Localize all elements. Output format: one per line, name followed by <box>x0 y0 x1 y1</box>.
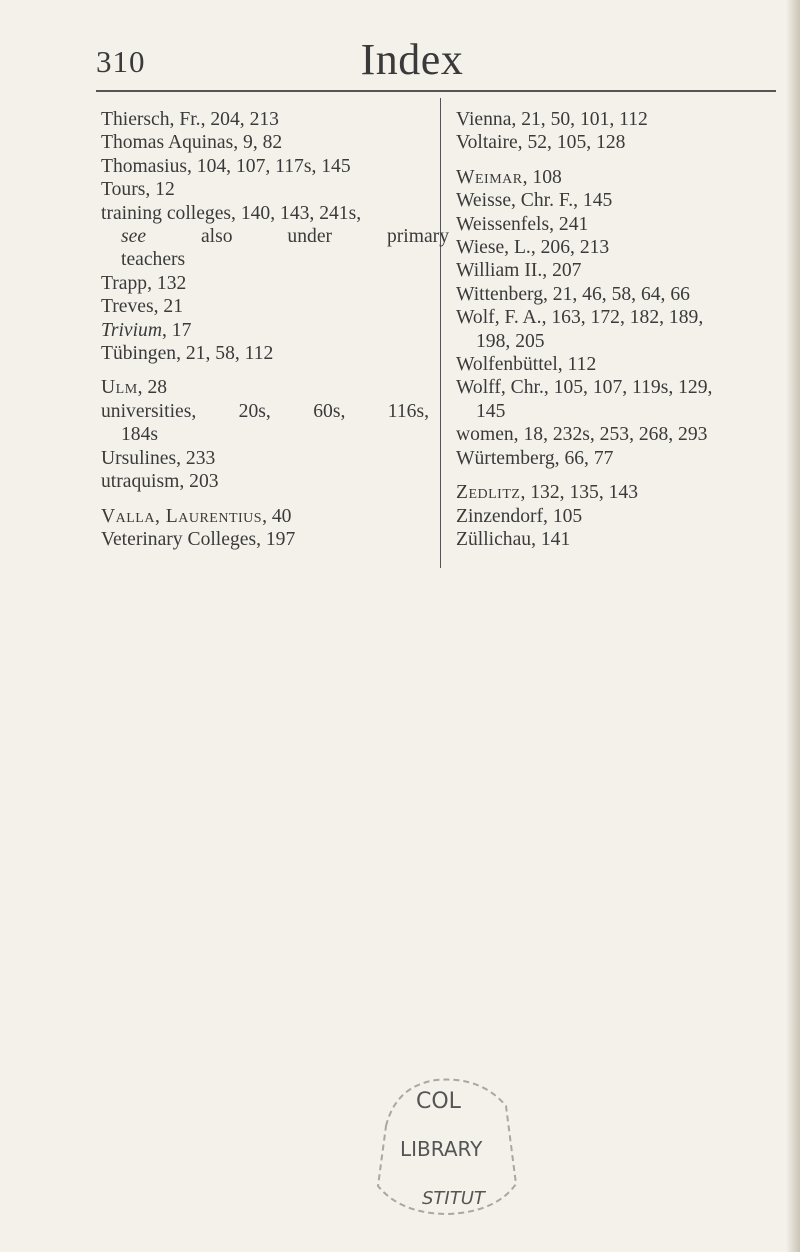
index-entry: Voltaire, 52, 105, 128 <box>456 132 626 154</box>
index-entry-continuation: teachers <box>121 249 186 271</box>
index-entry-continuation: 145 <box>476 400 506 422</box>
index-entry: Tours, 12 <box>101 179 175 201</box>
page-refs: , 28 <box>137 377 168 399</box>
page-refs: , 132, 135, 143 <box>520 482 639 504</box>
section-head: Weimar <box>456 166 523 188</box>
see-reference-text: also under primary <box>146 226 449 248</box>
italic-term: Trivium <box>101 319 162 341</box>
index-entry: Treves, 21 <box>101 296 184 318</box>
index-entry: Wolf, F. A., 163, 172, 182, 189, <box>456 307 704 329</box>
section-gap <box>456 155 786 166</box>
page-refs: , 40 <box>262 505 292 527</box>
index-entry: women, 18, 232s, 253, 268, 293 <box>456 424 708 446</box>
index-entry: Thiersch, Fr., 204, 213 <box>101 109 279 130</box>
index-entry: Vienna, 21, 50, 101, 112 <box>456 109 648 130</box>
see-reference: see <box>121 226 147 248</box>
section-head: Zedlitz <box>456 482 521 504</box>
stamp-text-bottom: STITUT <box>422 1188 485 1209</box>
index-entry: Weissenfels, 241 <box>456 213 589 235</box>
index-entry: universities, 20s, 60s, 116s, <box>101 400 429 422</box>
index-entry: Trapp, 132 <box>101 272 187 294</box>
index-entry <box>456 481 786 504</box>
index-entry: Veterinary Colleges, 197 <box>101 528 296 550</box>
index-entry-continuation <box>101 225 449 248</box>
index-entry: Ursulines, 233 <box>101 447 216 469</box>
index-entry: Wolff, Chr., 105, 107, 119s, 129, <box>456 377 713 399</box>
index-entry-continuation: 198, 205 <box>476 330 545 352</box>
section-gap <box>456 470 786 481</box>
library-stamp <box>356 1066 532 1218</box>
index-entry <box>101 376 431 399</box>
right-index-column <box>456 108 786 551</box>
stamp-text-middle: LIBRARY <box>400 1137 483 1161</box>
index-entry: Züllichau, 141 <box>456 528 571 550</box>
index-entry: Thomasius, 104, 107, 117s, 145 <box>101 155 351 177</box>
index-entry: Würtemberg, 66, 77 <box>456 447 614 469</box>
index-entry: Zinzendorf, 105 <box>456 505 583 527</box>
index-entry <box>101 505 431 528</box>
section-gap <box>101 365 431 376</box>
index-entry: training colleges, 140, 143, 241s, <box>101 202 362 224</box>
index-entry: Wittenberg, 21, 46, 58, 64, 66 <box>456 283 690 305</box>
index-entry: Wolfenbüttel, 112 <box>456 354 597 376</box>
page-edge-shadow <box>786 0 800 1252</box>
section-head: Ulm <box>101 377 138 399</box>
page-title: Index <box>360 35 464 84</box>
index-entry: Wiese, L., 206, 213 <box>456 237 610 259</box>
section-gap <box>101 494 431 505</box>
index-entry: Thomas Aquinas, 9, 82 <box>101 132 283 154</box>
index-entry <box>456 166 786 189</box>
page-number: 310 <box>96 44 146 79</box>
index-entry: Weisse, Chr. F., 145 <box>456 190 613 212</box>
header-rule <box>96 90 776 92</box>
column-divider <box>440 98 441 568</box>
index-entry <box>101 319 431 342</box>
index-entry: Tübingen, 21, 58, 112 <box>101 343 274 365</box>
stamp-text-top: COL <box>416 1089 461 1114</box>
section-head: Valla, Laurentius <box>101 505 263 527</box>
page-refs: , 108 <box>522 166 562 188</box>
page-refs: , 17 <box>161 319 192 341</box>
index-entry: William II., 207 <box>456 260 582 282</box>
index-entry-continuation: 184s <box>121 424 159 446</box>
index-entry: utraquism, 203 <box>101 471 219 493</box>
left-index-column <box>101 108 449 551</box>
